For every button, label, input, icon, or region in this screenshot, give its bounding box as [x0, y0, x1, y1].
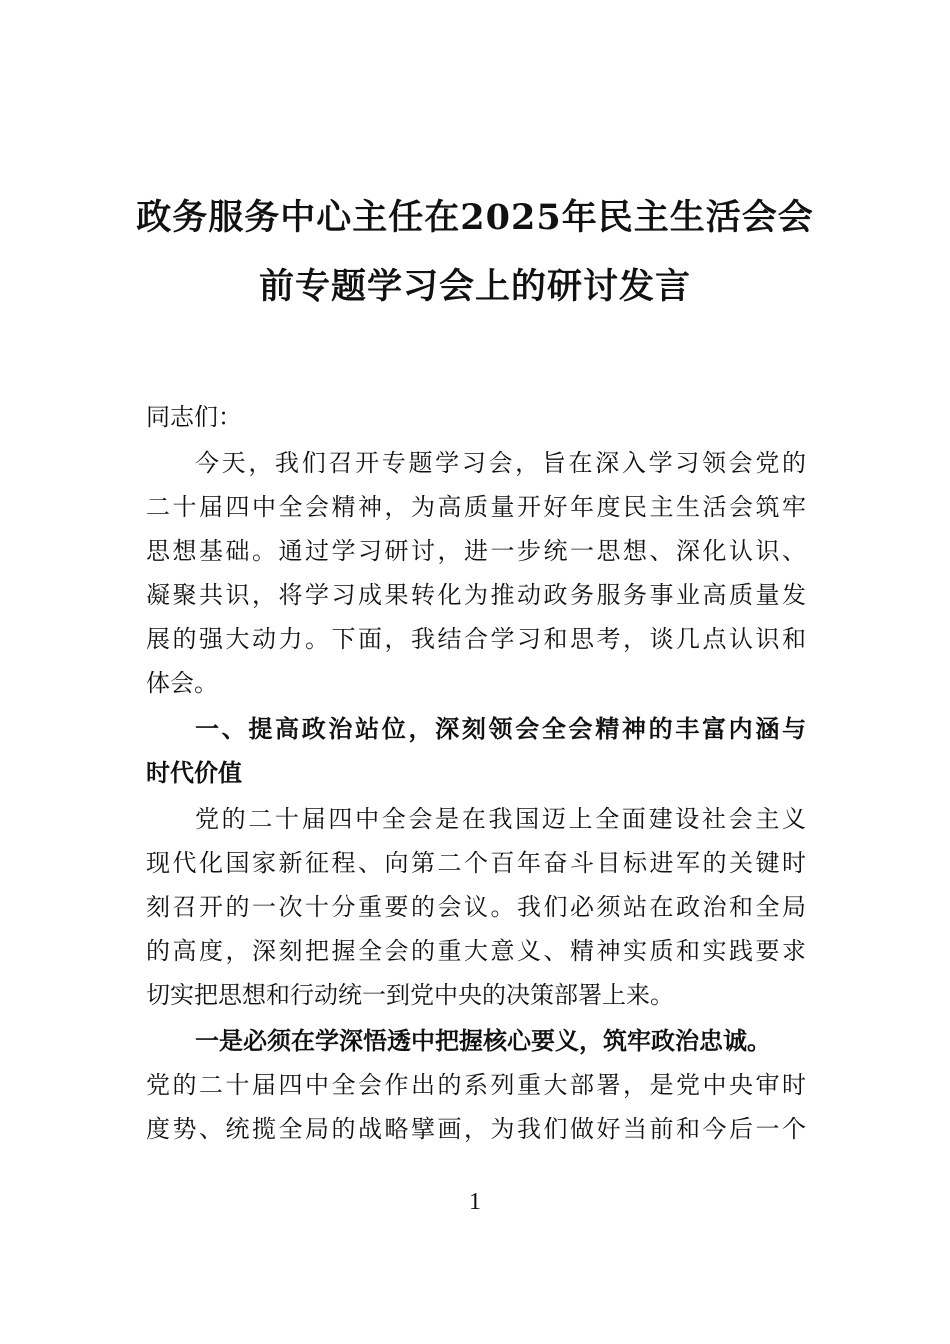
section-heading-1: 一、提高政治站位，深刻领会全会精神的丰富内涵与	[195, 715, 806, 743]
paragraph-2-line: 刻召开的一次十分重要的会议。我们必须站在政治和全局	[146, 893, 806, 921]
subheading-1: 一是必须在学深悟透中把握核心要义，筑牢政治忠诚。	[195, 1027, 771, 1055]
page-number: 1	[469, 1189, 481, 1215]
paragraph-1-line: 二十届四中全会精神，为高质量开好年度民主生活会筑牢	[146, 493, 806, 521]
paragraph-2-line: 切实把思想和行动统一到党中央的决策部署上来。	[146, 981, 674, 1009]
section-heading-1-cont: 时代价值	[146, 759, 242, 787]
paragraph-1-line: 思想基础。通过学习研讨，进一步统一思想、深化认识、	[146, 537, 806, 565]
paragraph-1-line: 今天，我们召开专题学习会，旨在深入学习领会党的	[195, 449, 806, 477]
paragraph-1-line: 凝聚共识，将学习成果转化为推动政务服务事业高质量发	[146, 581, 806, 609]
paragraph-1-line: 体会。	[146, 669, 218, 697]
salutation: 同志们：	[146, 403, 242, 431]
document-title-line-1: 政务服务中心主任在2025年民主生活会会	[136, 197, 814, 238]
document-title-line-2: 前专题学习会上的研讨发言	[258, 266, 691, 307]
paragraph-2-line: 的高度，深刻把握全会的重大意义、精神实质和实践要求	[146, 937, 806, 965]
paragraph-3-line: 党的二十届四中全会作出的系列重大部署，是党中央审时	[146, 1071, 806, 1099]
paragraph-2-line: 现代化国家新征程、向第二个百年奋斗目标进军的关键时	[146, 849, 806, 877]
paragraph-3-line: 度势、统揽全局的战略擘画，为我们做好当前和今后一个	[146, 1115, 806, 1143]
paragraph-1-line: 展的强大动力。下面，我结合学习和思考，谈几点认识和	[146, 625, 806, 653]
paragraph-2-line: 党的二十届四中全会是在我国迈上全面建设社会主义	[195, 805, 806, 833]
